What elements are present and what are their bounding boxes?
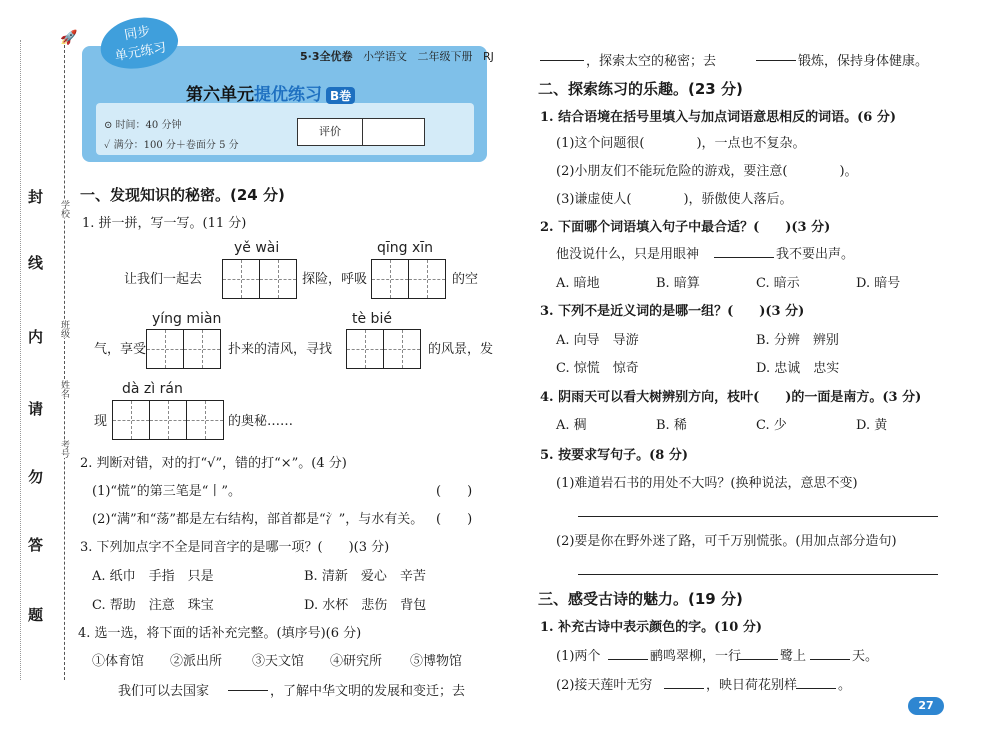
question-label: 3. 下列不是近义词的是哪一组？( )(3 分): [540, 304, 805, 319]
sentence: ，了解中华文明的发展和变迁；去: [270, 684, 466, 699]
poem-text: 天。: [852, 649, 879, 664]
option[interactable]: B. 暗算: [656, 276, 700, 291]
judgement-item: (2)“满”和“荡”都是左右结构，部首都是“氵”，与水有关。: [92, 512, 424, 527]
passage-text: 让我们一起去: [124, 272, 203, 287]
margin-char: 请: [28, 400, 44, 418]
passage-text: 探险，呼吸: [302, 272, 368, 287]
passage-text: 的空: [452, 272, 479, 287]
cut-line: [64, 40, 65, 680]
question-label: 4. 选一选，将下面的话补充完整。(填序号)(6 分): [78, 626, 362, 641]
answer-blank[interactable]: [228, 690, 268, 691]
school-label: 学校: [59, 200, 69, 218]
answer-line[interactable]: [578, 516, 938, 517]
poem-text: 。: [838, 678, 852, 693]
question-label: 1. 结合语境在括号里填入与加点词语意思相反的词语。(6 分): [540, 110, 896, 125]
question-label: 3. 下列加点字不全是同音字的是哪一项？( )(3 分): [80, 540, 390, 555]
option[interactable]: C. 少: [756, 418, 787, 433]
answer-blank[interactable]: [796, 688, 836, 689]
choice: ③天文馆: [252, 654, 305, 669]
writing-grid[interactable]: [146, 329, 221, 369]
name-label: 姓名: [59, 380, 69, 398]
fill-item: (2)小朋友们不能玩危险的游戏，要注意( )。: [556, 164, 858, 179]
answer-blank[interactable]: [756, 60, 796, 61]
poem-text: (1)两个: [556, 649, 601, 664]
title-part: 第六单元: [186, 85, 254, 105]
margin-char: 内: [28, 328, 44, 346]
option[interactable]: D. 水杯 悲伤 背包: [304, 598, 427, 613]
option[interactable]: C. 帮助 注意 珠宝: [92, 598, 214, 613]
answer-bracket[interactable]: ( ): [436, 484, 473, 499]
question-label: 2. 下面哪个词语填入句子中最合适？( )(3 分): [540, 220, 831, 235]
passage-text: 气，享受: [94, 342, 147, 357]
fill-item: (3)谦虚使人( )，骄傲使人落后。: [556, 192, 793, 207]
task-item: (2)要是你在野外迷了路，可千万别慌张。(用加点部分造句): [556, 534, 897, 549]
answer-blank[interactable]: [608, 659, 648, 660]
option[interactable]: B. 分辨 辨别: [756, 333, 839, 348]
section-heading: 一、发现知识的秘密。(24 分): [80, 186, 285, 204]
score-text: 满分：100 分＋卷面分 5 分: [113, 140, 239, 151]
section-heading: 二、探索练习的乐趣。(23 分): [538, 80, 743, 98]
poem-text: 鹭上: [780, 649, 807, 664]
time-info: [104, 116, 181, 131]
question-label: 1. 拼一拼，写一写。(11 分): [82, 216, 247, 231]
option[interactable]: B. 清新 爱心 辛苦: [304, 569, 426, 584]
evaluation-box: [297, 118, 425, 146]
option[interactable]: A. 向导 导游: [556, 333, 639, 348]
series-name: 5·3全优卷: [300, 50, 353, 63]
time-text: 时间：40 分钟: [115, 120, 182, 131]
option[interactable]: D. 黄: [856, 418, 888, 433]
margin-char: 勿: [28, 468, 44, 486]
question-label: 1. 补充古诗中表示颜色的字。(10 分): [540, 620, 763, 635]
option[interactable]: C. 惊慌 惊奇: [556, 361, 639, 376]
evaluation-field[interactable]: [363, 119, 424, 145]
check-icon: ✓: [104, 140, 114, 151]
edition: RJ: [483, 50, 494, 63]
writing-grid[interactable]: [371, 259, 446, 299]
poem-text: 鹂鸣翠柳，一行: [650, 649, 742, 664]
passage-text: 的风景，发: [428, 342, 494, 357]
choice: ④研究所: [330, 654, 383, 669]
header-meta: [300, 48, 494, 64]
sentence: 锻炼，保持身体健康。: [798, 54, 929, 69]
answer-blank[interactable]: [714, 257, 774, 258]
option[interactable]: D. 忠诚 忠实: [756, 361, 840, 376]
score-info: [104, 136, 239, 151]
writing-grid[interactable]: [346, 329, 421, 369]
section-heading: 三、感受古诗的魅力。(19 分): [538, 590, 743, 608]
passage-text: 现: [94, 414, 108, 429]
badge-text: 同步 单元练习: [113, 24, 168, 65]
class-label: 班级: [59, 320, 69, 338]
answer-blank[interactable]: [810, 659, 850, 660]
option[interactable]: A. 纸巾 手指 只是: [92, 569, 214, 584]
margin-char: 封: [28, 188, 44, 206]
pinyin: yíng miàn: [152, 311, 222, 327]
answer-blank[interactable]: [540, 60, 584, 61]
judgement-item: (1)“慌”的第三笔是“丨”。: [92, 484, 241, 499]
choice: ②派出所: [170, 654, 223, 669]
margin-char: 答: [28, 536, 44, 554]
pinyin: tè bié: [352, 311, 392, 327]
page-title: [186, 80, 355, 105]
evaluation-label: 评价: [298, 119, 363, 145]
option[interactable]: A. 暗地: [556, 276, 600, 291]
choice: ⑤博物馆: [410, 654, 463, 669]
writing-grid[interactable]: [222, 259, 297, 299]
option[interactable]: D. 暗号: [856, 276, 901, 291]
grade: 二年级下册: [417, 50, 473, 63]
fill-item: (1)这个问题很( )，一点也不复杂。: [556, 136, 806, 151]
rocket-icon: 🚀: [60, 30, 78, 46]
question-label: 4. 阴雨天可以看大树辨别方向，枝叶( )的一面是南方。(3 分): [540, 390, 922, 405]
clock-icon: ⊙: [104, 120, 116, 131]
margin-char: 线: [28, 254, 44, 272]
juan-badge: B卷: [326, 87, 355, 104]
pinyin: dà zì rán: [122, 381, 183, 397]
poem-text: ，映日荷花别样: [706, 678, 798, 693]
option[interactable]: C. 暗示: [756, 276, 800, 291]
fold-line: [20, 40, 21, 680]
option[interactable]: A. 稠: [556, 418, 587, 433]
pinyin: qīng xīn: [377, 240, 434, 256]
sentence: ，探索太空的秘密；去: [586, 54, 717, 69]
pinyin: yě wài: [234, 240, 280, 256]
answer-blank[interactable]: [738, 659, 778, 660]
page-number: 27: [908, 697, 944, 715]
margin-char: 题: [28, 606, 44, 624]
writing-grid[interactable]: [112, 400, 224, 440]
answer-blank[interactable]: [664, 688, 704, 689]
exam-number-label: 考号: [59, 440, 69, 458]
choice: ①体育馆: [92, 654, 145, 669]
poem-text: (2)接天莲叶无穷: [556, 678, 653, 693]
answer-line[interactable]: [578, 574, 938, 575]
passage-text: 的奥秘……: [228, 414, 294, 429]
sentence: 他没说什么，只是用眼神: [556, 247, 700, 262]
sentence: 我们可以去国家: [118, 684, 210, 699]
option[interactable]: B. 稀: [656, 418, 687, 433]
question-label: 5. 按要求写句子。(8 分): [540, 448, 688, 463]
title-highlight: 提优练习: [254, 85, 322, 105]
passage-text: 扑来的清风，寻找: [228, 342, 333, 357]
answer-bracket[interactable]: ( ): [436, 512, 473, 527]
task-item: (1)难道岩石书的用处不大吗？(换种说法，意思不变): [556, 476, 858, 491]
sentence: 我不要出声。: [776, 247, 855, 262]
subject: 小学语文: [363, 50, 407, 63]
question-label: 2. 判断对错，对的打“√”，错的打“×”。(4 分): [80, 456, 347, 471]
